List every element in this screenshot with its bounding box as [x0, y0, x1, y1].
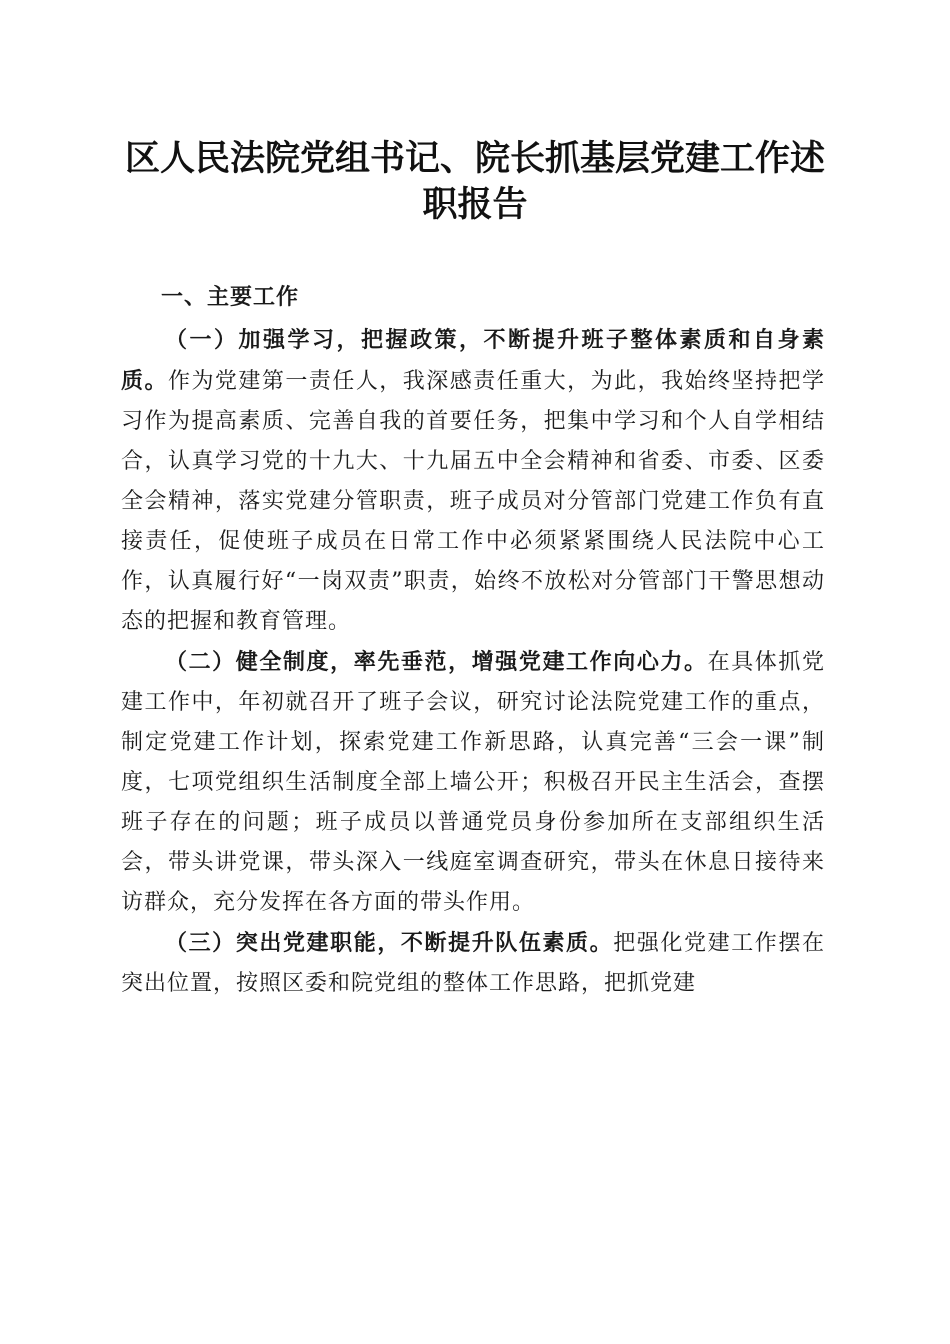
paragraph-1-body: 作为党建第一责任人，我深感责任重大，为此，我始终坚持把学习作为提高素质、完善自我的首要任务，把集中学习和个人自学相结合，认真学习党的十九大、十九届五中全会精神和省委、市委、区委全会精神，落实党建分管职责，班子成员对分管部门党建工作负有直接责任，促使班子成员在日常工作中必须紧紧围绕人民法院中心工作，认真履行好“一岗双责”职责，始终不放松对分管部门干警思想动态的把握和教育管理。 — [121, 369, 825, 634]
paragraph-2 — [121, 642, 825, 923]
paragraph-3 — [121, 923, 825, 1004]
paragraph-3-lead: （三）突出党建职能，不断提升队伍素质。 — [165, 930, 614, 956]
section-heading: 一、主要工作 — [161, 285, 300, 310]
document-title: 区人民法院党组书记、院长抓基层党建工作述职报告 — [124, 138, 825, 225]
paragraph-1-lead: （一）加强学习，把握政策，不断提升班子整体素质和自身素质。 — [121, 327, 825, 394]
paragraph-3-body: 把强化党建工作摆在突出位置，按照区委和院党组的整体工作思路，把抓党建 — [121, 931, 825, 996]
paragraph-2-body: 在具体抓党建工作中，年初就召开了班子会议，研究讨论法院党建工作的重点，制定党建工作计划，探索党建工作新思路，认真完善“三会一课”制度，七项党组织生活制度全部上墙公开；积极召开民主生活会，查摆班子存在的问题；班子成员以普通党员身份参加所在支部组织生活会，带头讲党课，带头深入一线庭室调查研究，带头在休息日接待来访群众，充分发挥在各方面的带头作用。 — [121, 650, 825, 915]
paragraph-2-lead: （二）健全制度，率先垂范，增强党建工作向心力。 — [165, 649, 708, 675]
paragraph-1 — [121, 320, 825, 642]
document-body — [121, 276, 825, 1004]
